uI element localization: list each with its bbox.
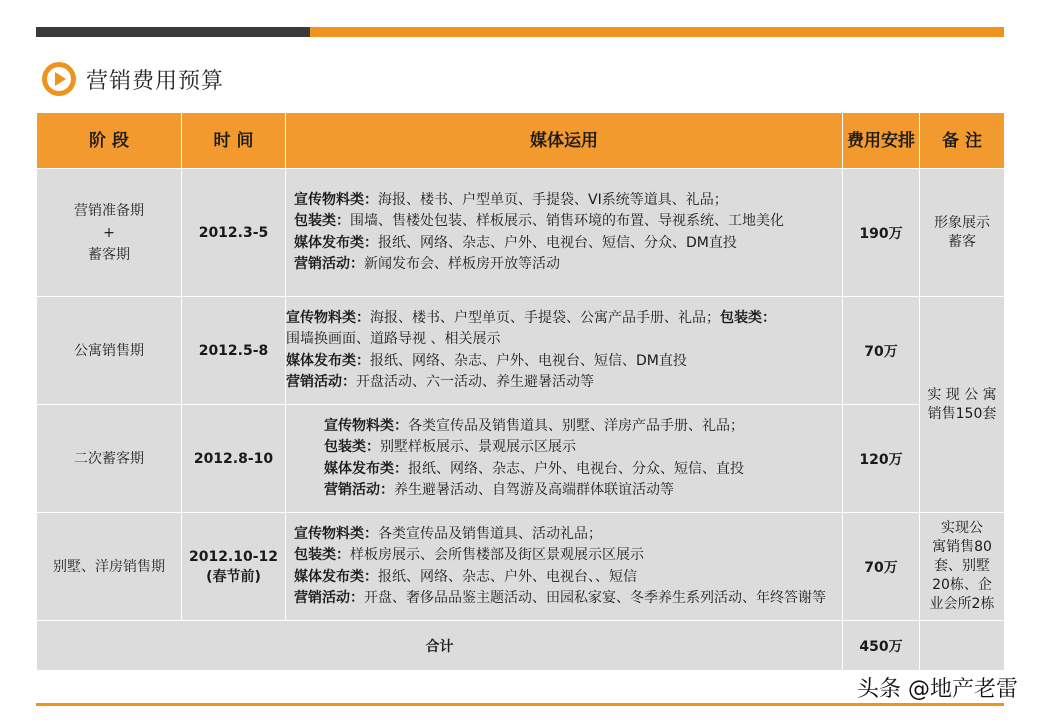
table-row <box>37 405 1005 513</box>
play-icon <box>42 62 76 96</box>
page-title: 营销费用预算 <box>86 68 225 94</box>
table-header-row <box>37 113 1005 169</box>
title-row <box>42 62 224 96</box>
time-cell: 2012.10-12 (春节前) <box>182 513 286 621</box>
cost-cell: 70万 <box>843 297 920 405</box>
top-accent-bar <box>36 27 1004 37</box>
total-note-empty <box>920 621 1005 671</box>
bottom-accent-bar <box>36 703 1004 706</box>
stage-cell: 公寓销售期 <box>37 297 182 405</box>
table-row <box>37 169 1005 297</box>
header-cost: 费用安排 <box>843 113 920 169</box>
top-bar-orange-segment <box>310 27 1004 37</box>
header-stage: 阶 段 <box>37 113 182 169</box>
header-media: 媒体运用 <box>286 113 843 169</box>
budget-table <box>36 112 1005 671</box>
top-bar-dark-segment <box>36 27 310 37</box>
cost-cell: 70万 <box>843 513 920 621</box>
header-time: 时 间 <box>182 113 286 169</box>
media-cell: 宣传物料类：海报、楼书、户型单页、手提袋、VI系统等道具、礼品； 包装类：围墙、售楼处包装、样板展示、销售环境的布置、导视系统、工地美化 媒体发布类：报纸、网络、杂志、户外、电视台、短信、分众、DM直投 营销活动：新闻发布会、样板房开放等活动 <box>286 169 843 297</box>
total-row <box>37 621 1005 671</box>
cost-cell: 120万 <box>843 405 920 513</box>
note-cell: 形象展示 蓄客 <box>920 169 1005 297</box>
stage-cell: 二次蓄客期 <box>37 405 182 513</box>
total-label: 合计 <box>37 621 843 671</box>
stage-cell: 营销准备期 + 蓄客期 <box>37 169 182 297</box>
note-cell: 实 现 公 寓 销售150套 <box>920 297 1005 513</box>
watermark: 头条 @地产老雷 <box>857 677 1018 702</box>
table-row <box>37 297 1005 405</box>
media-cell: 宣传物料类：各类宣传品及销售道具、活动礼品； 包装类：样板房展示、会所售楼部及街区景观展示区展示 媒体发布类：报纸、网络、杂志、户外、电视台、、短信 营销活动：开盘、奢侈品品鉴主题活动、田园私家宴、冬季养生系列活动、年终答谢等 <box>286 513 843 621</box>
media-cell: 宣传物料类：海报、楼书、户型单页、手提袋、公寓产品手册、礼品；包装类： 围墙换画面、道路导视 、相关展示 媒体发布类：报纸、网络、杂志、户外、电视台、短信、DM直投 营销活动：开盘活动、六一活动、养生避暑活动等 <box>286 297 843 405</box>
header-note: 备 注 <box>920 113 1005 169</box>
time-cell: 2012.8-10 <box>182 405 286 513</box>
time-cell: 2012.5-8 <box>182 297 286 405</box>
note-cell: 实现公 寓销售80 套、别墅 20栋、企 业会所2栋 <box>920 513 1005 621</box>
time-cell: 2012.3-5 <box>182 169 286 297</box>
total-cost: 450万 <box>843 621 920 671</box>
cost-cell: 190万 <box>843 169 920 297</box>
table-row <box>37 513 1005 621</box>
media-cell: 宣传物料类：各类宣传品及销售道具、别墅、洋房产品手册、礼品； 包装类：别墅样板展示、景观展示区展示 媒体发布类：报纸、网络、杂志、户外、电视台、分众、短信、直投 营销活动：养生避暑活动、自驾游及高端群体联谊活动等 <box>286 405 843 513</box>
stage-cell: 别墅、洋房销售期 <box>37 513 182 621</box>
